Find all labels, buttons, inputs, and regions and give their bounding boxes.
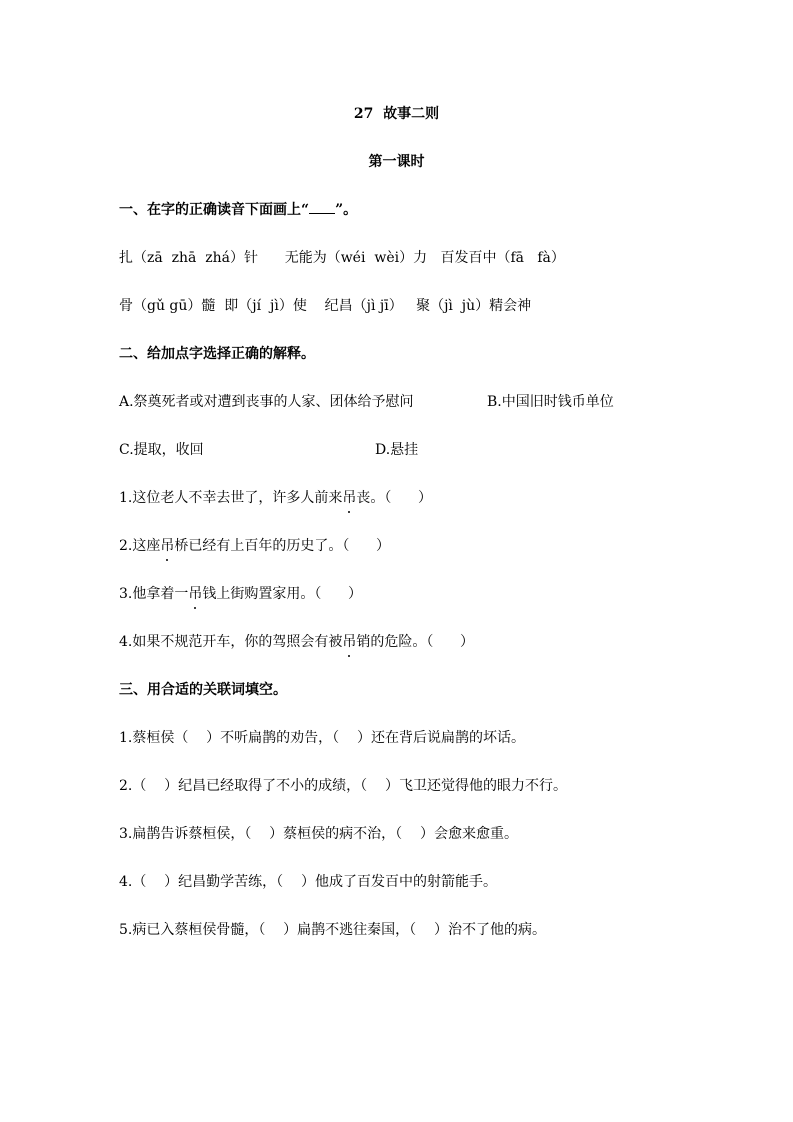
option-d: D.悬挂 [375,442,419,458]
lesson-subtitle: 第一课时 [368,154,425,170]
section3-heading: 三、用合适的关联词填空。 [119,682,287,698]
pinyin-row-2: 骨（gǔ gū）髓 即（jí jì）使 纪昌（jì jī） 聚（jì jù）精会神 [119,298,532,314]
section3-question-3: 3.扁鹊告诉蔡桓侯，（ ）蔡桓侯的病不治，（ ）会愈来愈重。 [119,826,518,842]
section1-heading [119,200,357,220]
section3-question-4: 4.（ ）纪昌勤学苦练，（ ）他成了百发百中的射箭能手。 [119,874,497,890]
q3-text-pre: 3.他拿着一 [119,586,189,602]
option-a: A.祭奠死者或对遭到丧事的人家、团体给予慰问 [119,394,414,410]
section3-question-1: 1.蔡桓侯（ ）不听扁鹊的劝告，（ ）还在背后说扁鹊的坏话。 [119,730,525,746]
section3-question-2: 2.（ ）纪昌已经取得了不小的成绩，（ ）飞卫还觉得他的眼力不行。 [119,778,567,794]
section2-heading: 二、给加点字选择正确的解释。 [119,346,315,362]
q4-dotted-char: 吊 [342,634,357,650]
option-c: C.提取，收回 [119,442,204,458]
q2-dotted-char: 吊 [160,538,175,554]
q1-text-post: 丧。（ ） [356,490,433,506]
section1-heading-pre: 一、在字的正确读音下面画上“ [119,202,310,218]
q1-dotted-char: 吊 [342,490,357,506]
pinyin-row-1: 扎（zā zhā zhá）针 无能为（wéi wèi）力 百发百中（fā fà） [119,250,565,266]
q4-text-post: 销的危险。（ ） [356,634,475,650]
q3-dotted-char: 吊 [188,586,203,602]
q2-text-pre: 2.这座 [119,538,161,554]
section2-question-1 [119,488,432,508]
section1-heading-post: ”。 [335,202,358,218]
section3-question-5: 5.病已入蔡桓侯骨髓，（ ）扁鹊不逃往秦国，（ ）治不了他的病。 [119,922,546,938]
q3-text-post: 钱上街购置家用。（ ） [202,586,363,602]
section2-question-4 [119,632,474,652]
option-b: B.中国旧时钱币单位 [487,394,614,410]
section2-question-3 [119,584,362,604]
underline-sample [309,201,335,214]
lesson-title: 27 故事二则 [353,106,440,122]
q1-text-pre: 1.这位老人不幸去世了，许多人前来 [119,490,343,506]
q4-text-pre: 4.如果不规范开车，你的驾照会有被 [119,634,343,650]
q2-text-post: 桥已经有上百年的历史了。（ ） [174,538,391,554]
section2-question-2 [119,536,390,556]
